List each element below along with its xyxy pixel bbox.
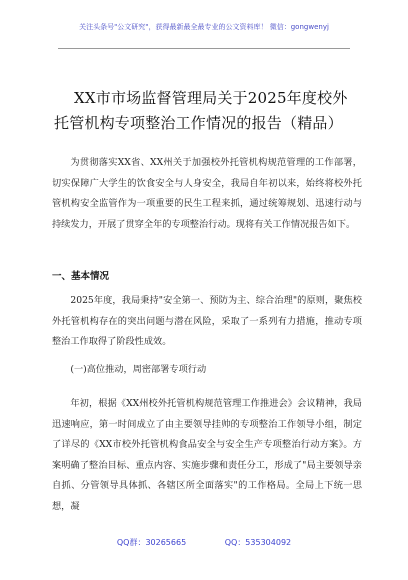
title-line-2: 托管机构专项整治工作情况的报告（精品） bbox=[54, 114, 343, 132]
section1-paragraph-block bbox=[52, 291, 362, 353]
qq-group-number: QQ群：30265665 bbox=[116, 538, 187, 547]
title-line-1: XX市市场监督管理局关于2025年度校外 bbox=[74, 89, 348, 107]
section1-paragraph: 2025年度，我局秉持"安全第一、预防为主、综合治理"的原则，聚焦校外托管机构存在的突出问题与潜在风险，采取了一系列有力措施，推动专项整治工作取得了阶段性成效。 bbox=[52, 295, 362, 348]
document-title bbox=[44, 86, 364, 136]
intro-paragraph: 为贯彻落实XX省、XX州关于加强校外托管机构规范管理的工作部署，切实保障广大学生的饮食安全与人身安全，我局自年初以来，始终将校外托管机构安全监管作为一项重要的民生工程来抓，通过统筹规划、迅速行动与持续发力，开展了贯穿全年的专项整治行动。现将有关工作情况报告如下。 bbox=[52, 157, 362, 230]
subsection-heading: (一)高位推动，周密部署专项行动 bbox=[70, 364, 207, 375]
intro-paragraph-block bbox=[52, 153, 362, 235]
subsection-paragraph-block bbox=[52, 394, 362, 518]
header-banner: 关注头条号"公文研究"，获得最新最全最专业的公文资料库！ 微信：gongwenyj bbox=[79, 23, 329, 31]
header-divider bbox=[58, 48, 350, 49]
footer-contact bbox=[0, 537, 408, 548]
qq-number: QQ：535304092 bbox=[224, 538, 292, 547]
subsection-paragraph: 年初，根据《XX州校外托管机构规范管理工作推进会》会议精神，我局迅速响应，第一时间成立了由主要领导挂帅的专项整治工作领导小组，制定了详尽的《XX市校外托管机构食品安全与安全生产专项整治行动方案》。方案明确了整治目标、重点内容、实施步骤和责任分工，形成了"局主要领导亲自抓、分管领导具体抓、各辖区所全面落实"的工作格局。全局上下统一思想，凝 bbox=[52, 398, 362, 512]
section-heading-basic-situation: 一、基本情况 bbox=[52, 271, 110, 282]
